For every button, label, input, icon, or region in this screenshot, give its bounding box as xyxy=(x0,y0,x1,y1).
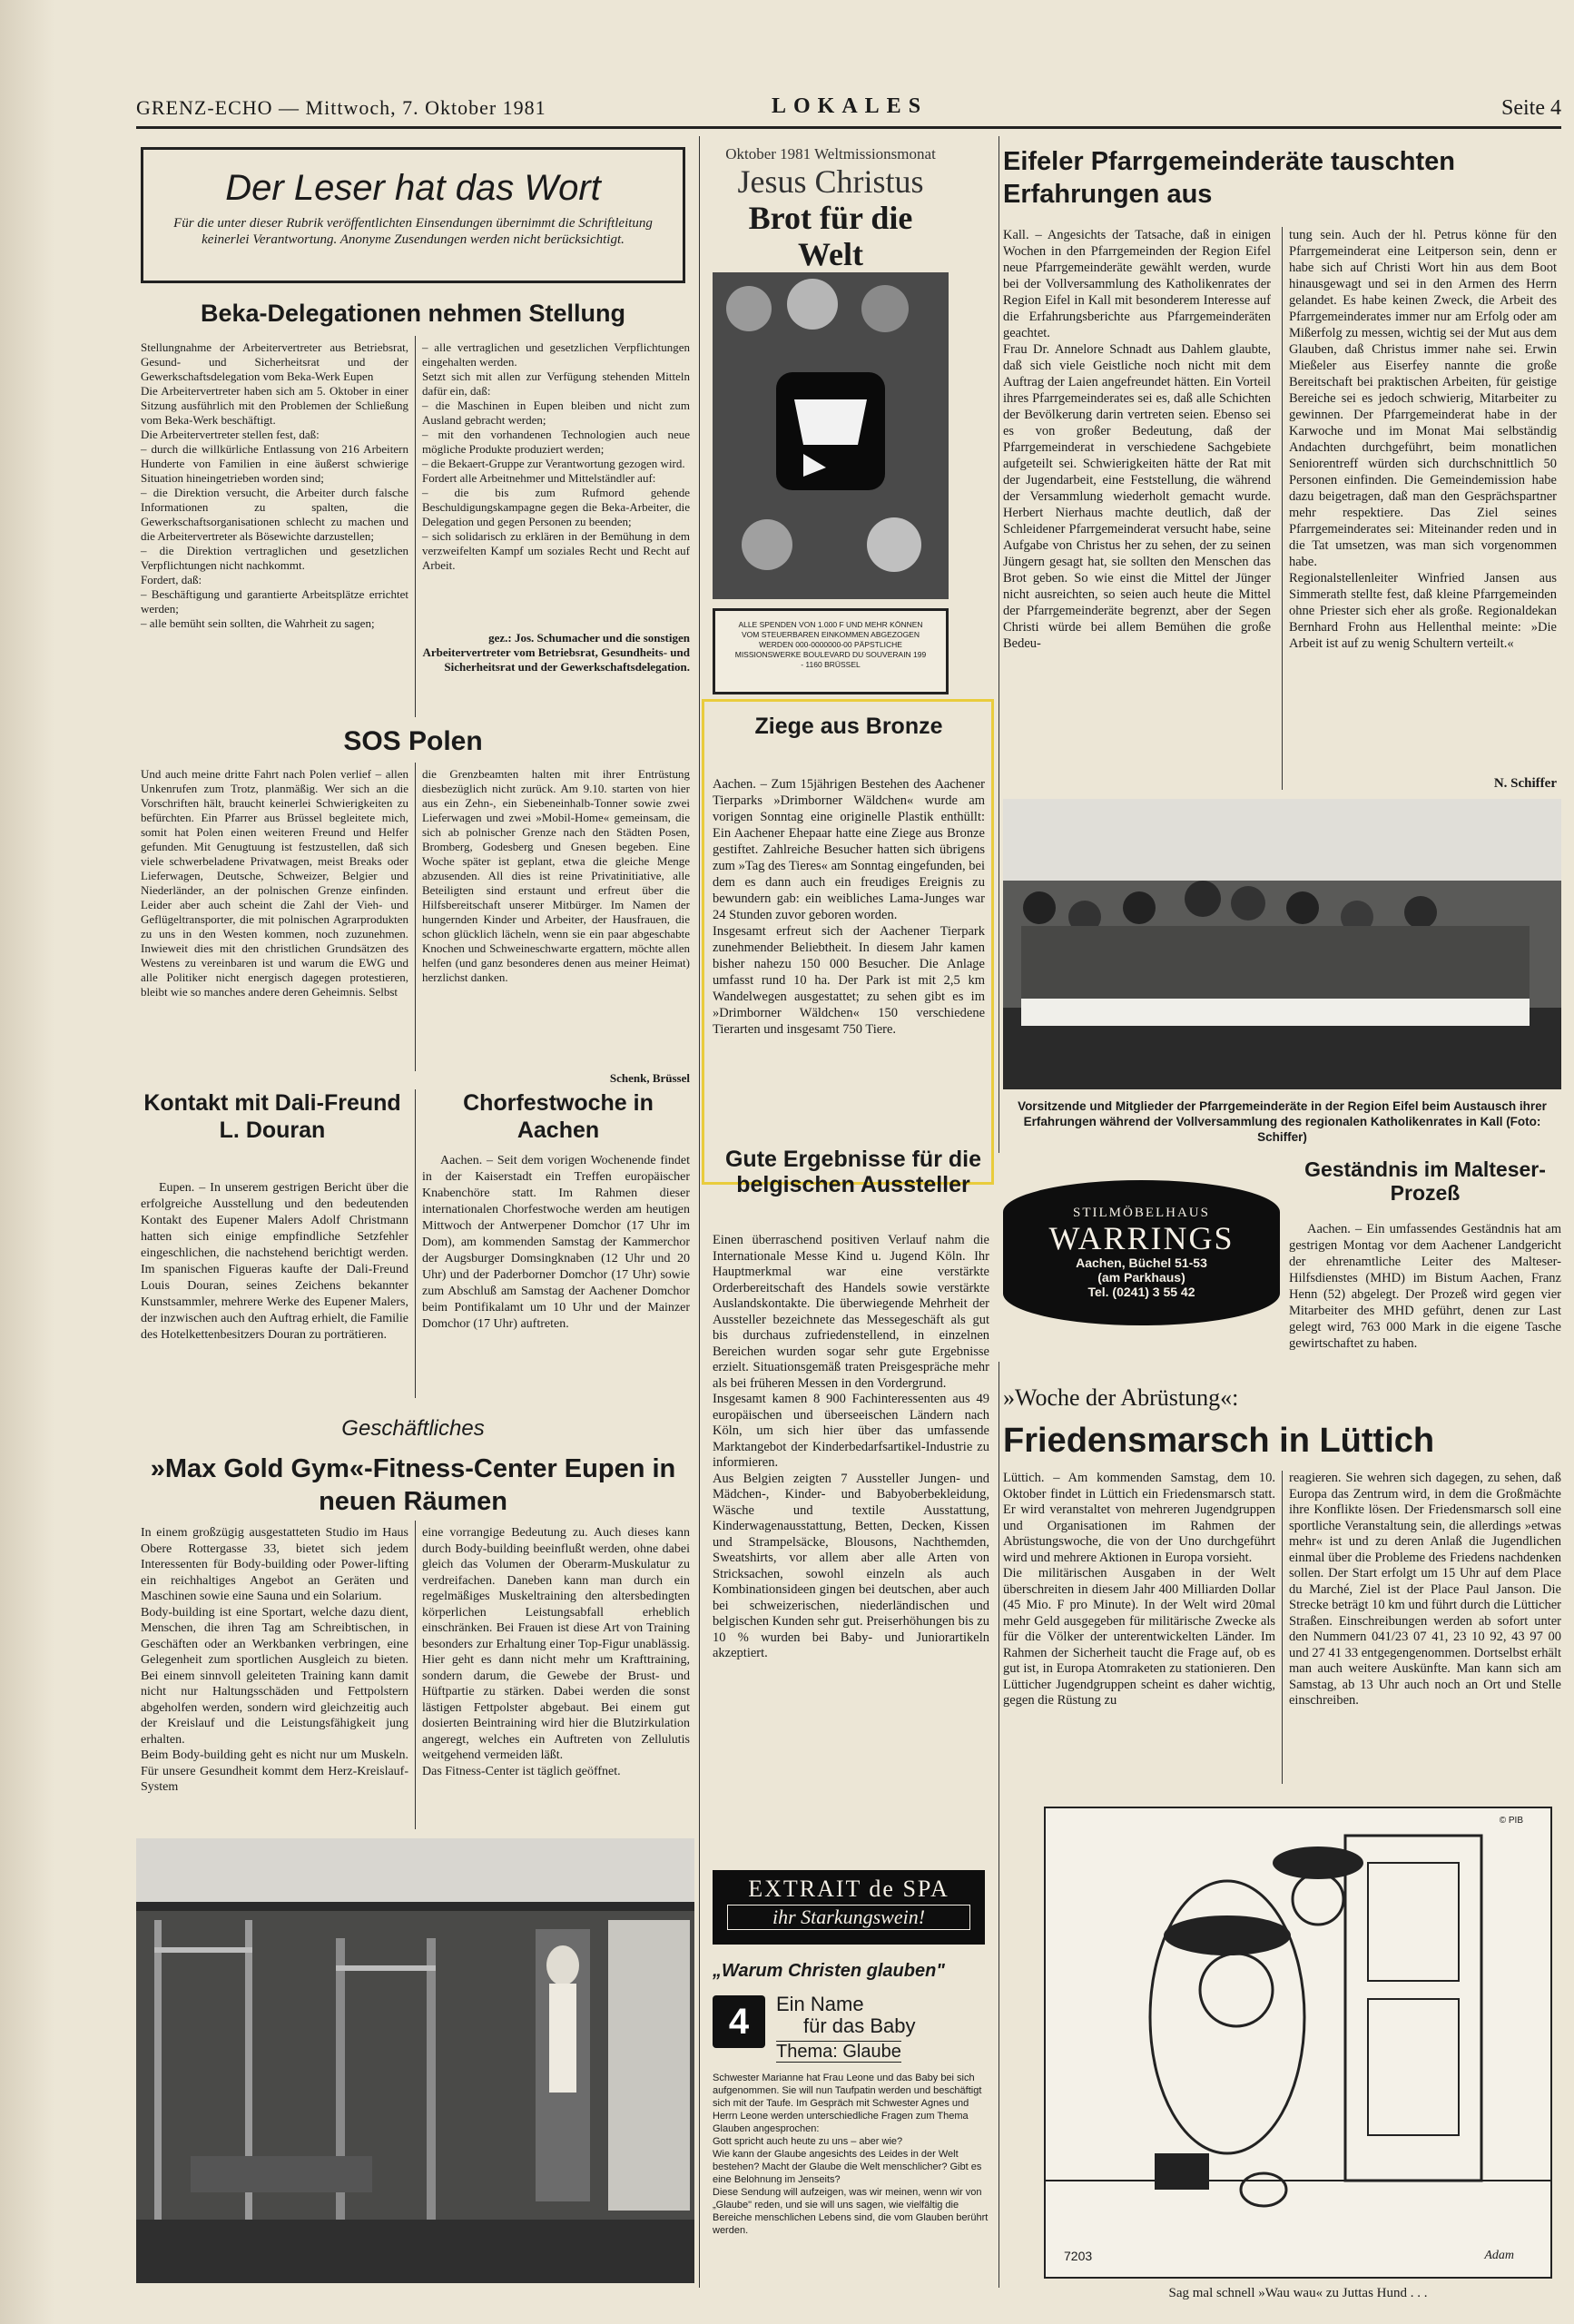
christen-text: Schwester Marianne hat Frau Leone und das Baby bei sich aufgenommen. Sie will nun Taufpatin werden und beschäftigt sich mit der Taufe. Im Gespräch mit Schwester Agnes und Herrn Leone werden unterschiedliche Fragen zum Thema Glauben angesprochen: Gott spricht auch heute zu uns – aber wie? Wie kann der Glaube angesichts des Leides in der Welt bestehen? Macht der Glaube die Welt menschlicher? Gibt es eine Belohnung im Jenseits? Diese Sendung will aufzeigen, was wir meinen, wenn wir von „Glaube" reden, und sie will uns sagen, wie vielfältig die Bereiche menschlichen Lebens sind, die vom Glauben berührt werden. xyxy=(713,2073,989,2236)
aussteller-text: Einen überraschend positiven Verlauf nahm die Internationale Messe Kind u. Jugend Köln. Ihr Hauptmerkmal war eine verstärkte Orderbereitschaft des Handels sowie verstärkte Auslandskontakte. Die überwiegende Mehrheit der Aussteller bezeichnete das Messegeschäft als gut bis durchaus zufriedenstellend, in einzelnen Bereichen wurden sogar sehr gute Ergebnisse erzielt. Situationsgemäß traten Preisgespräche mehr als bei früheren Messen in den Vordergrund. Insgesamt kamen 8 900 Fachinteressenten aus 49 europäischen und überseeischen Ländern nach Köln, um sich hier über das umfassende Marktangebot der Kinderbedarfsartikel-Industrie zu informieren. Aus Belgien zeigten 7 Aussteller Jungen- und Mädchen-, Kinder- und Babyoberbekleidung, Wäsche und textile Ausstattung, Kinderwagenausstattung, Betten, Decken, Kissen und Strampelsäcke, Blousons, Nachthemden, Sweatshirts, vor allem aber alle Arten von Stricksachen, sowohl einzeln als auch Kombinationsideen gingen bei deutschen, aber auch bei schweizerischen, niederländischen und belgischen Kunden sehr gut. Preiserhöhungen bis zu 10 % wurden bei Baby- und Juniorartikeln akzeptiert. xyxy=(713,1233,989,1660)
warrings-line-1: STILMÖBELHAUS xyxy=(1072,1206,1210,1220)
gym-photo-drawing xyxy=(136,1838,694,2283)
page-header xyxy=(136,91,1561,129)
eifel-column-2: tung sein. Auch der hl. Petrus könne für den Pfarrgemeinderat eine Leitperson sein, denn er habe sich auf Christi Wort hin aus dem Boot hinausgewagt und sei in den Armen des Herrn gelandet. Es habe keinen Zweck, die Arbeit des Pfarrgemeinderates immer nur am Erfolg oder am Mißerfolg zu messen, wichtig sei der Mut aus dem Glauben, daß Christus immer nahe sei. Erwin Mießeler aus Eiserfey nannte die große Bereitschaft bei praktischen Arbeiten, für geistige Bereiche sei es jedoch schwierig, Mitarbeiter zu gewinnen. Der Pfarrgemeinderat habe in der Karwoche und im Monat Mai selbständig Andachten durchgeführt, beim monatlichen Seniorentreff würden sich durchschnittlich 50 Personen einfinden. Die Gemeindemission habe dazu beigetragen, daß man den Gesprächspartner mehr respektiere. Das Ziel seines Pfarrgemeinderates sei: Miteinander reden und in die Tat umsetzen, was man sich vorgenommen habe. Regionalstellenleiter Winfried Jansen aus Simmerath stellte fest, daß kleine Pfarrgemeinden ohne Priester sich eher als große. Regionaldekan Bernhard Frohn aus Hellenthal meinte: »Die Arbeit ist auf zu wenig Schultern verteilt.« xyxy=(1289,228,1557,651)
gym-headline: »Max Gold Gym«-Fitness-Center Eupen in neuen Räumen xyxy=(150,1454,676,1516)
eifel-photo xyxy=(1003,799,1561,1089)
kontakt-text: Eupen. – In unserem gestrigen Bericht über die erfolgreiche Ausstellung und den bedeutenden Kontakt des Eupener Malers Adolf Christmann hatten sich einige empfindliche Setzfehler eingeschlichen, die nachstehend berichtigt werden. Im spanischen Figueras kaufte der Dali-Freund Louis Douran, seines Zeichens bekannter Kunstsammler, mehrere Werke des Eupener Malers, der inzwischen auch den Auftrag erhielt, die Familie des Hotelkettenbesitzers Douran zu porträtieren. xyxy=(141,1181,408,1342)
header-date: GRENZ-ECHO — Mittwoch, 7. Oktober 1981 xyxy=(136,96,546,119)
eifel-signature: N. Schiffer xyxy=(1493,776,1557,791)
mission-line-3: Brot für die Welt xyxy=(748,200,913,272)
mission-donation-box: ALLE SPENDEN VON 1.000 F UND MEHR KÖNNEN VOM STEUERBAREN EINKOMMEN ABGEZOGEN WERDEN 000-0000000-00 PÄPSTLICHE MISSIONSWERKE BOULEVARD DU SOUVERAIN 199 - 1160 BRÜSSEL xyxy=(713,608,949,694)
rule xyxy=(415,1089,416,1398)
cartoon-drawing xyxy=(1046,1808,1550,2277)
christen-ad xyxy=(713,1961,989,2283)
warrings-ad xyxy=(1003,1180,1280,1325)
beka-column-1: Stellungnahme der Arbeitervertreter aus Betriebsrat, Gesund- und Sicherheitsrat und der Gewerkschaftsdelegation vom Beka-Werk Eupen Die Arbeitervertreter haben sich am 5. Oktober in einer Sitzung ausführlich mit den Problemen der Schließung vom Beka-Werk beschäftigt. Die Arbeitervertreter stellen fest, daß: – durch die willkürliche Entlassung von 216 Arbeitern Hunderte von Familien in eine äußerst schwierige Situation hineingetrieben worden sind; – die Direktion versucht, die Arbeiter durch falsche Informationen zu spalten, die Gewerkschaftsorganisationen schlecht zu machen und die Arbeitervertreter als Bösewichte darzustellen; – die Direktion vertraglichen und gesetzlichen Verpflichtungen nicht nachkommt. Fordert, daß: – Beschäftigung und garantierte Arbeitsplätze errichtet werden; – alle bemüht sein sollten, die Wahrheit zu sagen; xyxy=(141,340,408,630)
sos-headline: SOS Polen xyxy=(343,726,483,756)
gym-column-2: eine vorrangige Bedeutung zu. Auch dieses kann durch Body-building beeinflußt werden, ohne dabei gleich das Volumen der Oberarm-Muskulatur zu verdreifachen. Daneben kann man durch ein regelmäßiges Muskeltraining den altersbedingten körperlichen Leistungsabfall erheblich einschränken. Bei Frauen ist diese Art von Training besonders zur Erhaltung einer Top-Figur unablässig. Hier geht es dann nicht mehr um Krafttraining, sondern darum, die Gewebe der Brust- und Hüftpartie zu stärken. Dabei werden die sonst lästigen Fettpolster abgebaut. Bei einem gut dosierten Beintraining wird hier die Blutzirkulation angeregt, welches ein Auftreten von Zellulutis weitgehend vermeiden läßt. Das Fitness-Center ist täglich geöffnet. xyxy=(422,1526,690,1778)
mission-photo-drawing xyxy=(713,272,949,599)
malteser-headline: Geständnis im Malteser-Prozeß xyxy=(1304,1157,1546,1205)
warrings-line-5: Tel. (0241) 3 55 42 xyxy=(1087,1285,1195,1299)
chorfest-headline: Chorfestwoche in Aachen xyxy=(463,1090,654,1143)
leser-box xyxy=(141,147,685,283)
mission-line-2: Jesus Christus xyxy=(737,163,924,200)
christen-number: 4 xyxy=(713,1995,765,2048)
christen-title-1: Ein Name xyxy=(776,1993,864,2015)
rule xyxy=(415,763,416,1071)
aussteller-headline: Gute Ergebnisse für die belgischen Aussteller xyxy=(724,1147,981,1197)
extrait-ad xyxy=(713,1870,985,1945)
chorfest-text: Aachen. – Seit dem vorigen Wochenende findet in der Kaiserstadt ein Treffen europäischer Knabenchöre statt. Im Rahmen dieser internationalen Chorfestwoche werden am heutigen Mittwoch der Antwerpener Domchor (17 Uhr im Dom), am kommenden Samstag der Kammerchor der Augsburger Domsingknaben (12 Uhr und 20 Uhr) und der Paderborner Domchor (17 Uhr) sowie zum Abschluß am Samstag der Aachener Domchor beim Pontifikalamt um 10 Uhr und der Mainzer Domchor (17 Uhr) auftreten. xyxy=(422,1154,690,1331)
warrings-line-3: Aachen, Büchel 51-53 xyxy=(1076,1256,1207,1270)
extrait-line-1: EXTRAIT de SPA xyxy=(748,1876,949,1902)
gym-column-1: In einem großzügig ausgestatteten Studio im Haus Obere Rottergasse 33, bietet sich jedem Interessenten für Body-building oder Power-lifting ein reichhaltiges Angebot an Geräten und Maschinen sowie eine Sauna und ein Solarium. Body-building ist eine Sportart, welche dazu dient, Menschen, die ihren Tag am Schreibtischen, in Geschäften oder an Werkbanken verbringen, eine Gelegenheit zum sportlichen Ausgleich zu bieten. Bei einem sinnvoll geleiteten Training kann damit nicht nur Haltungsschäden und Fettpolstern abgeholfen werden, sondern wird gleichzeitig auch der Kreislauf und die Leistungsfähigkeit jung erhalten. Beim Body-building geht es nicht nur um Muskeln. Für unsere Gesundheit kommt dem Herz-Kreislauf-System xyxy=(141,1526,408,1794)
header-page: Seite 4 xyxy=(1501,96,1561,120)
sos-column-1: Und auch meine dritte Fahrt nach Polen verlief – allen Unkenrufen zum Trotz, planmäßig. Wer sich an die Vorschriften hält, braucht keinerlei Schwierigkeiten zu befürchten. Ein Pfarrer aus Brüssel begleitete mich, somit hat Polen einen weiteren Freund und Helfer gefunden. Mit Genugtuung ist festzustellen, daß sich viele schwerbeladene Privatwagen, meist Breaks oder Lieferwagen, Deutsche, Schweizer, Belgier und Niederländer, an der polnischen Grenze einfinden. Leider aber auch scheint die Zahl der Vieh- und Geflügeltransporter, die mit polnischen Agrarprodukten zu uns in den Westen kommen, noch zuzunehmen. Inwieweit dies mit den christlichen Grundsätzen des Westens zu vereinbaren ist und warum die EWG und alle Politiker nicht energisch dagegen protestieren, bleibt wie so manches andere deren Geheimnis. Selbst xyxy=(141,767,408,999)
gym-photo xyxy=(136,1838,694,2283)
gym-kicker: Geschäftliches xyxy=(341,1416,485,1441)
cartoon-artist: Adam xyxy=(1484,2249,1514,2262)
mission-line-1: Oktober 1981 Weltmissionsmonat xyxy=(725,145,936,162)
frieden-column-2: reagieren. Sie wehren sich dagegen, zu sehen, daß Europa das Zentrum wird, in dem die Großmächte ihre Konflikte lösen. Der Friedensmarsch soll eine sportliche Veranstaltung sein, die allerdings »etwas mehr« ist und zu deren Anlaß die Jugendlichen einmal über die Probleme des Friedens nachdenken sollen. Der Start erfolgt um 15 Uhr auf dem Place du Marché, Ziel ist der Place Paul Janson. Die Strecke beträgt 10 km und führt durch die Lütticher Straßen. Einschreibungen werden ab sofort unter den Nummern 041/23 07 41, 23 10 92, 43 97 00 und 27 41 33 entgegengenommen. Dortselbst erhält man auch weitere Auskünfte. Man kann sich am Samstag, ab 13 Uhr auch noch an Ort und Stelle einschreiben. xyxy=(1289,1471,1562,1708)
warrings-line-4: (am Parkhaus) xyxy=(1097,1270,1185,1285)
eifel-photo-drawing xyxy=(1003,799,1561,1089)
eifel-caption: Vorsitzende und Mitglieder der Pfarrgemeinderäte in der Region Eifel beim Austausch ihrer Erfahrungen während der Vollversammlung des regionalen Katholikenrates in Kall (Foto: Schiffer) xyxy=(1018,1099,1547,1144)
leser-subtitle: Für die unter dieser Rubrik veröffentlichten Einsendungen übernimmt die Schriftleitung keinerlei Verantwortung. Anonyme Zusendungen werden nicht berücksichtigt. xyxy=(173,216,653,247)
sos-column-2: die Grenzbeamten halten mit ihrer Entrüstung diesbezüglich nicht zurück. Am 9.10. starten von hier aus ein Zehn-, ein Siebeneinhalb-Tonner sowie zwei Lieferwagen und zwei »Mobil-Home« gemeinsam, die sich ab polnischer Grenze nach den Städten Posen, Bromberg, Godesberg und Gnesen begeben. Eine Woche später ist geplant, etwa die gleiche Menge abzusenden. All dies ist reine Privatinitiative, alle Beteiligten sind erstaunt und erfreut über die Hilfsbereitschaft unserer Mitbürger. Im Namen der hungernden Kinder und Arbeiter, der Hausfrauen, die schon glücklich lächeln, wenn sie ein paar abgeschabte Knochen und Schweineschwarte ergattern, möchte allen helfen (und ganz besonderes denen aus meiner Heimat) herzlichst danken. xyxy=(422,767,690,984)
cartoon xyxy=(1044,1807,1552,2279)
extrait-line-2: ihr Starkungswein! xyxy=(727,1905,970,1930)
warrings-line-2: WARRINGS xyxy=(1048,1220,1235,1256)
malteser-text: Aachen. – Ein umfassendes Geständnis hat am gestrigen Montag vor dem Aachener Landgericht der ehrenamtliche Leiter des Malteser-Hilfsdienstes (MHD) im Bistum Aachen, Franz Henn (52) abgelegt. Der Prozeß wird gegen vier Mitarbeiter des MHD geführt, denen zur Last gelegt wird, 763 000 Mark in die eigene Tasche gewirtschaftet zu haben. xyxy=(1289,1222,1561,1351)
rule xyxy=(1282,1471,1283,1784)
rule xyxy=(1282,227,1283,790)
cartoon-caption: Sag mal schnell »Wau wau« zu Juttas Hund . . . xyxy=(1168,2286,1428,2300)
christen-theme: Thema: Glaube xyxy=(776,2042,901,2062)
cartoon-copyright: © PIB xyxy=(1499,1816,1523,1826)
eifel-headline: Eifeler Pfarrgemeinderäte tauschten Erfahrungen aus xyxy=(1003,147,1456,209)
sos-signature: Schenk, Brüssel xyxy=(609,1071,690,1085)
leser-title: Der Leser hat das Wort xyxy=(225,168,601,208)
rule xyxy=(415,336,416,717)
page-edge xyxy=(0,0,54,2324)
ziege-text: Aachen. – Zum 15jährigen Bestehen des Aachener Tierparks »Drimborner Wäldchen« wurde am vorigen Sonntag eine originelle Plastik enthüllt: Ein Aachener Ehepaar hatte eine Ziege aus Bronze gestiftet. Zahlreiche Besucher hatten sich übrigens zum »Tag des Tieres« am Sonntag eingefunden, bei dem es dann auch ein freudiges Ereignis zu bewundern gab: ein weibliches Lama-Junges war 24 Stunden zuvor geboren worden. Insgesamt erfreut sich der Aachener Tierpark zunehmender Beliebtheit. In diesem Jahr kamen bisher nahezu 150 000 Besucher. Die Anlage umfasst rund 10 ha. Der Park ist mit 2,5 km Wandelwegen ausgestattet; zu sehen gibt es im »Drimborner Wäldchen« 150 verschiedene Tierarten und insgesamt 750 Tiere. xyxy=(713,777,985,1037)
christen-headline: „Warum Christen glauben" xyxy=(713,1961,945,1981)
christen-title-2: für das Baby xyxy=(803,2014,916,2037)
rule xyxy=(415,1521,416,1829)
beka-headline: Beka-Delegationen nehmen Stellung xyxy=(200,300,626,327)
eifel-column-1: Kall. – Angesichts der Tatsache, daß in einigen Wochen in den Pfarrgemeinden der Region Eifel neue Pfarrgemeinderäte gewählt werden, wurde bei der Vollversammlung des Katholikenrates der Region Eifel in Kall mit besonderem Interesse auf die Erfahrungsberichte aus Pfarrgemeinderäten geachtet. Frau Dr. Annelore Schnadt aus Dahlem glaubte, daß sich viele Geistliche noch nicht mit dem Auftrag der Laien angefreundet hätten. Ein Vorteil ihres Pfarrgemeinderates sei es, daß alle Schichten der Bevölkerung darin vertreten seien. Ebenso sei es von großer Bedeutung, daß der Pfarrgemeinderat in verschiedene Sachgebiete aufgeteilt sei. Schwierigkeiten hätte der Rat mit der Jugendarbeit, eine Feststellung, die während der Versammlung wiederholt gemacht wurde. Herbert Nierhaus machte deutlich, daß der Schleidener Pfarrgemeinderat versucht habe, seine Aufgabe von Christus her zu sehen, der zu seinen Jüngern gesagt hat, sie sollten den Menschen das Brot geben. So wie einst die Mittel der Jünger nicht ausreichten, so seien auch heute die Mittel der Pfarrgemeinderäte begrenzt, aber der Segen Christi würde bei allem Bemühen die große Bedeu- xyxy=(1003,228,1271,651)
beka-signature: gez.: Jos. Schumacher und die sonstigen Arbeitervertreter vom Betriebsrat, Gesundheits- und Sicherheitsrat und der Gewerkschaftsdelegation. xyxy=(422,631,690,674)
header-section: LOKALES xyxy=(772,94,929,118)
frieden-column-1: Lüttich. – Am kommenden Samstag, dem 10. Oktober findet in Lüttich ein Friedensmarsch statt. Er wird veranstaltet von mehreren Jugendgruppen und Organisationen im Rahmen der Abrüstungswoche, die von der Uno durchgeführt wird und mehrere Aktionen in Europa vorsieht. Die militärischen Ausgaben in der Welt überschreiten in diesem Jahr 400 Milliarden Dollar (45 Mio. F pro Minute). In der Welt wird 20mal mehr Geld ausgegeben für militärische Zwecke als für die Völker der unterentwickelten Länder. Im Rahmen der Sicherheit taucht die Frage auf, ob es gut ist, in Europa Atomraketen zu stationieren. Den Lütticher Jugendgruppen scheint es daher wichtig, gegen die Rüstung zu xyxy=(1003,1471,1275,1708)
cartoon-number: 7203 xyxy=(1064,2249,1093,2263)
ziege-headline: Ziege aus Bronze xyxy=(754,714,943,739)
frieden-kicker: »Woche der Abrüstung«: xyxy=(1003,1384,1239,1411)
rule xyxy=(699,136,700,2288)
kontakt-headline: Kontakt mit Dali-Freund L. Douran xyxy=(143,1090,401,1143)
frieden-headline: Friedensmarsch in Lüttich xyxy=(1003,1422,1435,1460)
beka-column-2: – alle vertraglichen und gesetzlichen Verpflichtungen eingehalten werden. Setzt sich mit allen zur Verfügung stehenden Mitteln dafür ein, daß: – die Maschinen in Eupen bleiben und nicht zum Ausland gebracht werden; – mit den vorhandenen Technologien auch neue mögliche Produkte produziert werden; – die Bekaert-Gruppe zur Verantwortung gezogen wird. Fordert alle Arbeitnehmer und Mittelständler auf: – die bis zum Rufmord gehende Beschuldigungskampagne gegen die Beka-Arbeiter, die Delegation und gegen Personen zu beenden; – sich solidarisch zu erklären in der Bemühung in dem verzweifelten Kampf um soziales Recht und Recht auf Arbeit. xyxy=(422,340,690,572)
mission-ad xyxy=(713,145,949,699)
mission-photo xyxy=(713,272,949,599)
